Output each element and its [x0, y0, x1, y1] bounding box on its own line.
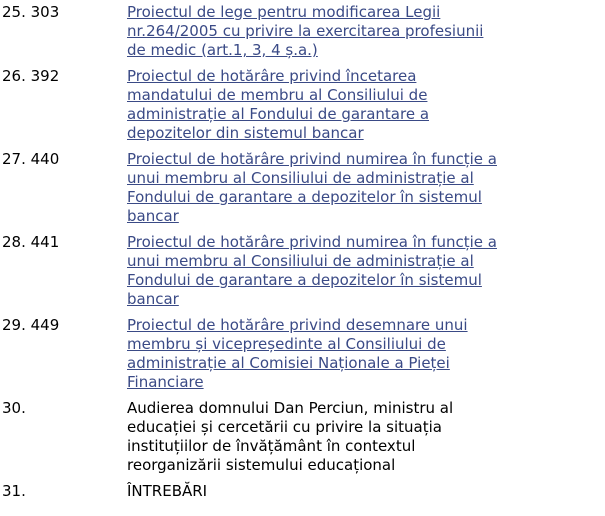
item-title: ÎNTREBĂRI — [127, 482, 208, 500]
item-number: 26. 392 — [2, 67, 60, 85]
item-link[interactable]: Proiectul de lege pentru modificarea Legii nr.264/2005 cu privire la exercitarea profesiunii de medic (art.1, 3, 4 ș.a.) — [127, 3, 484, 59]
item-title — [127, 3, 597, 60]
item-number: 30. — [2, 399, 26, 417]
item-number: 25. 303 — [2, 3, 60, 21]
item-title: Audierea domnului Dan Perciun, ministru al educației și cercetării cu privire la situația instituțiilor de învățământ în contextul reorganizării sistemului educațional — [127, 399, 454, 474]
item-link[interactable]: Proiectul de hotărâre privind încetarea mandatului de membru al Consiliului de administrație al Fondului de garantare a depozitelor din sistemul bancar — [127, 67, 430, 142]
item-title — [127, 150, 597, 226]
item-number: 29. 449 — [2, 316, 60, 334]
item-number: 28. 441 — [2, 233, 60, 251]
item-link[interactable]: Proiectul de hotărâre privind numirea în funcție a unui membru al Consiliului de administrație al Fondului de garantare a depozitelor în sistemul bancar — [127, 150, 497, 225]
item-link[interactable]: Proiectul de hotărâre privind numirea în funcție a unui membru al Consiliului de administrație al Fondului de garantare a depozitelor în sistemul bancar — [127, 233, 497, 308]
item-title — [127, 67, 597, 143]
item-number: 27. 440 — [2, 150, 60, 168]
item-link[interactable]: Proiectul de hotărâre privind desemnare unui membru și vicepreședinte al Consiliului de administrație al Comisiei Naționale a Pieței Financiare — [127, 316, 468, 391]
item-number: 31. — [2, 482, 26, 500]
item-title — [127, 233, 597, 309]
item-title — [127, 316, 597, 392]
